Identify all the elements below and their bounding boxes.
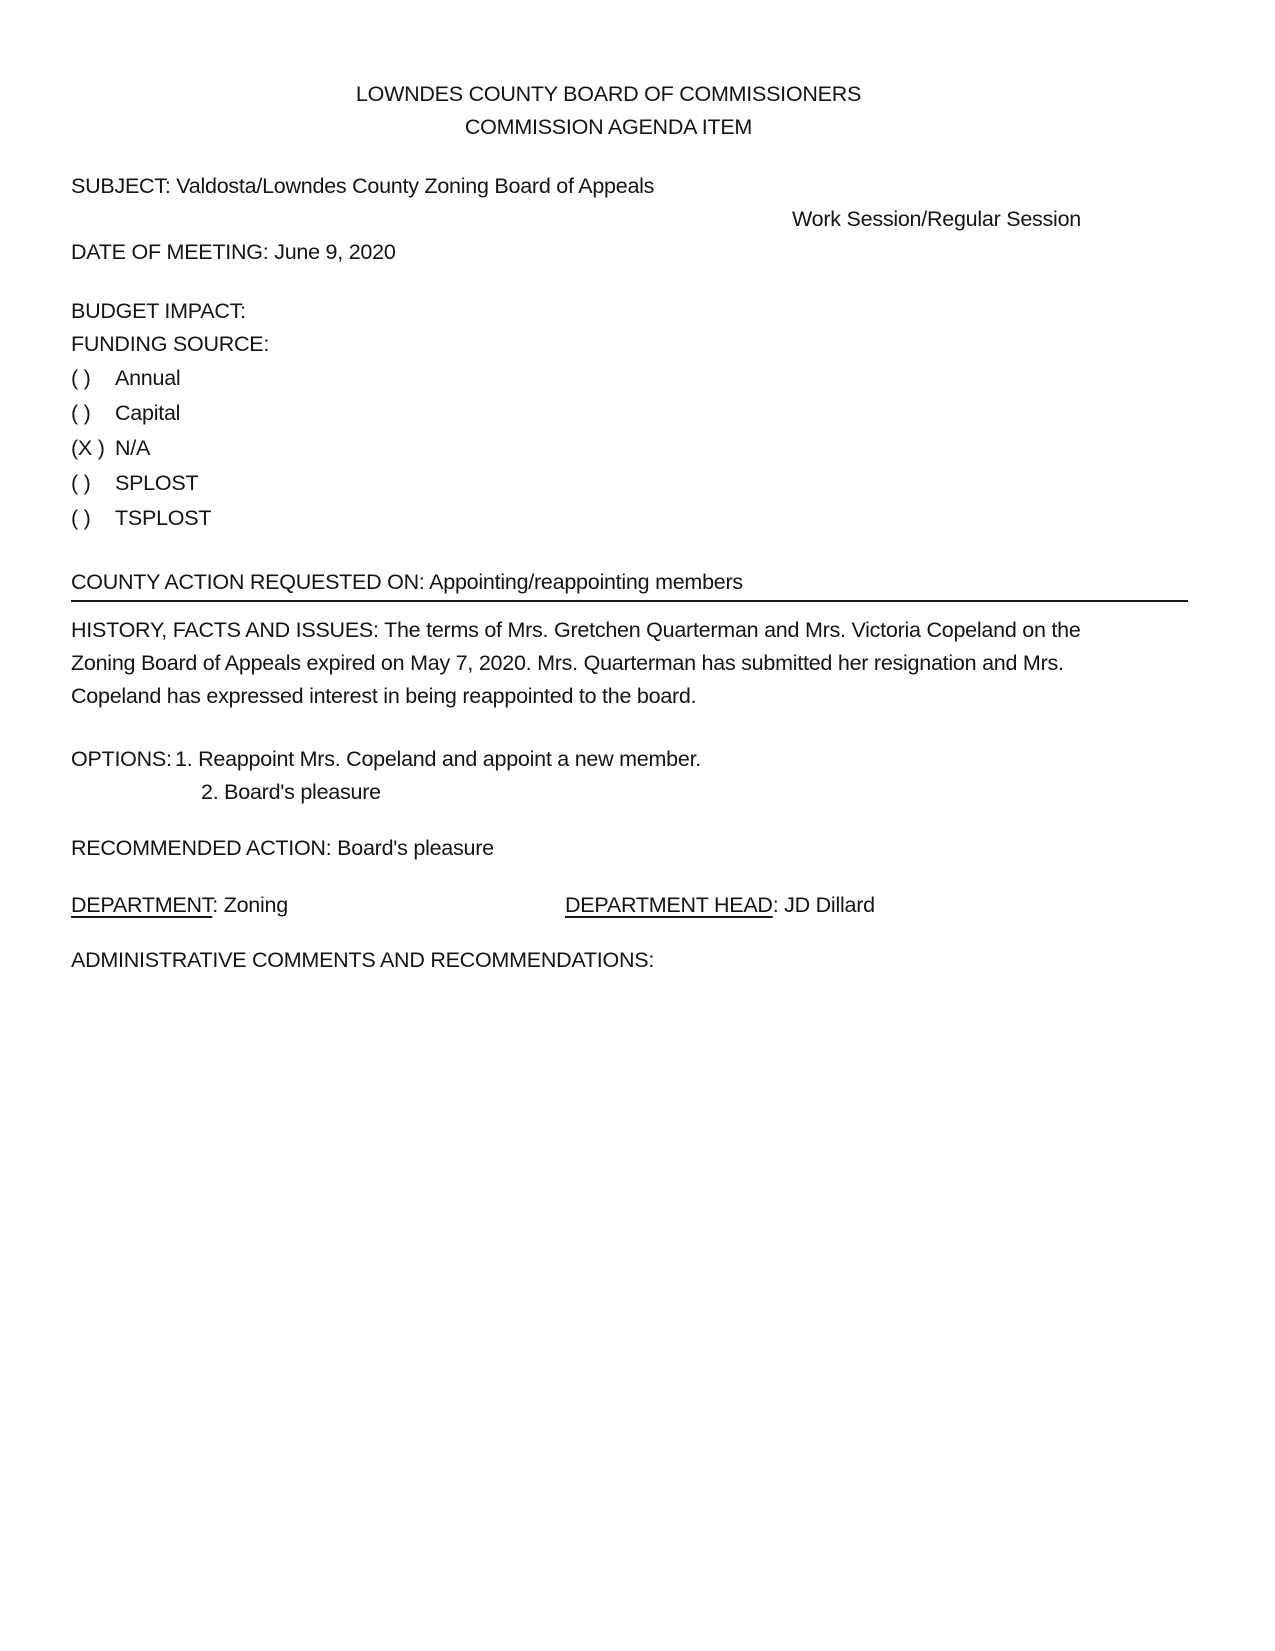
checkbox-mark-checked: (X )	[71, 436, 105, 460]
options-list	[175, 743, 701, 809]
agenda-document	[71, 78, 1188, 977]
admin-comments-row	[71, 944, 1188, 977]
title-line-2: COMMISSION AGENDA ITEM	[464, 115, 753, 139]
checkbox-mark: ( )	[71, 401, 91, 425]
department-label: DEPARTMENT	[71, 893, 213, 917]
meeting-date-value: June 9, 2020	[268, 240, 396, 264]
checkbox-mark: ( )	[71, 471, 91, 495]
funding-option-splost	[71, 466, 1188, 501]
funding-option-na	[71, 431, 1188, 466]
document-title	[71, 78, 1146, 144]
county-action-label: COUNTY ACTION REQUESTED ON:	[71, 570, 425, 594]
options-label: OPTIONS:	[71, 747, 172, 771]
funding-source-label: FUNDING SOURCE:	[71, 332, 270, 356]
budget-impact-row	[71, 295, 1188, 328]
meeting-date-label: DATE OF MEETING:	[71, 240, 269, 264]
checkbox-mark: ( )	[71, 366, 91, 390]
options-row	[71, 743, 1188, 809]
budget-impact-label: BUDGET IMPACT:	[71, 299, 246, 323]
session-row	[71, 203, 1081, 236]
funding-option-label: Annual	[115, 366, 181, 390]
subject-row	[71, 170, 1188, 203]
recommended-action-value: Board's pleasure	[331, 836, 494, 860]
history-facts-issues	[71, 614, 1143, 713]
subject-label: SUBJECT:	[71, 174, 171, 198]
county-action-value: Appointing/reappointing members	[424, 570, 743, 594]
department-row	[71, 889, 1188, 922]
funding-option-label: Capital	[115, 401, 181, 425]
department-head-value: : JD Dillard	[772, 893, 875, 917]
funding-option-label: N/A	[115, 436, 151, 460]
funding-option-annual	[71, 361, 1188, 396]
option-item-1: 1. Reappoint Mrs. Copeland and appoint a new member.	[175, 747, 702, 771]
meeting-date-row	[71, 236, 1188, 269]
history-label: HISTORY, FACTS AND ISSUES:	[71, 618, 379, 642]
department-head-field	[565, 889, 875, 922]
option-item-2: 2. Board's pleasure	[201, 780, 381, 804]
session-type: Work Session/Regular Session	[792, 207, 1081, 231]
recommended-action-label: RECOMMENDED ACTION:	[71, 836, 332, 860]
funding-source-row	[71, 328, 1188, 361]
recommended-action-row	[71, 832, 1188, 865]
funding-option-tsplost	[71, 501, 1188, 536]
county-action-row	[71, 566, 1188, 602]
history-value: The terms of Mrs. Gretchen Quarterman and Mrs. Victoria Copeland on the Zoning Board of Appeals expired on May 7, 2020. Mrs. Quarterman has submitted her resignation and Mrs. Copeland has expressed interest in being reappointed to the board.	[71, 618, 1081, 708]
department-head-label: DEPARTMENT HEAD	[565, 893, 773, 917]
subject-value: Valdosta/Lowndes County Zoning Board of Appeals	[170, 174, 655, 198]
funding-option-capital	[71, 396, 1188, 431]
department-value: : Zoning	[212, 893, 288, 917]
funding-option-label: TSPLOST	[115, 506, 212, 530]
department-field	[71, 889, 565, 922]
title-line-1: LOWNDES COUNTY BOARD OF COMMISSIONERS	[355, 82, 862, 106]
funding-option-label: SPLOST	[115, 471, 199, 495]
admin-comments-label: ADMINISTRATIVE COMMENTS AND RECOMMENDATIONS:	[71, 948, 655, 972]
checkbox-mark: ( )	[71, 506, 91, 530]
funding-options-list	[71, 361, 1188, 536]
